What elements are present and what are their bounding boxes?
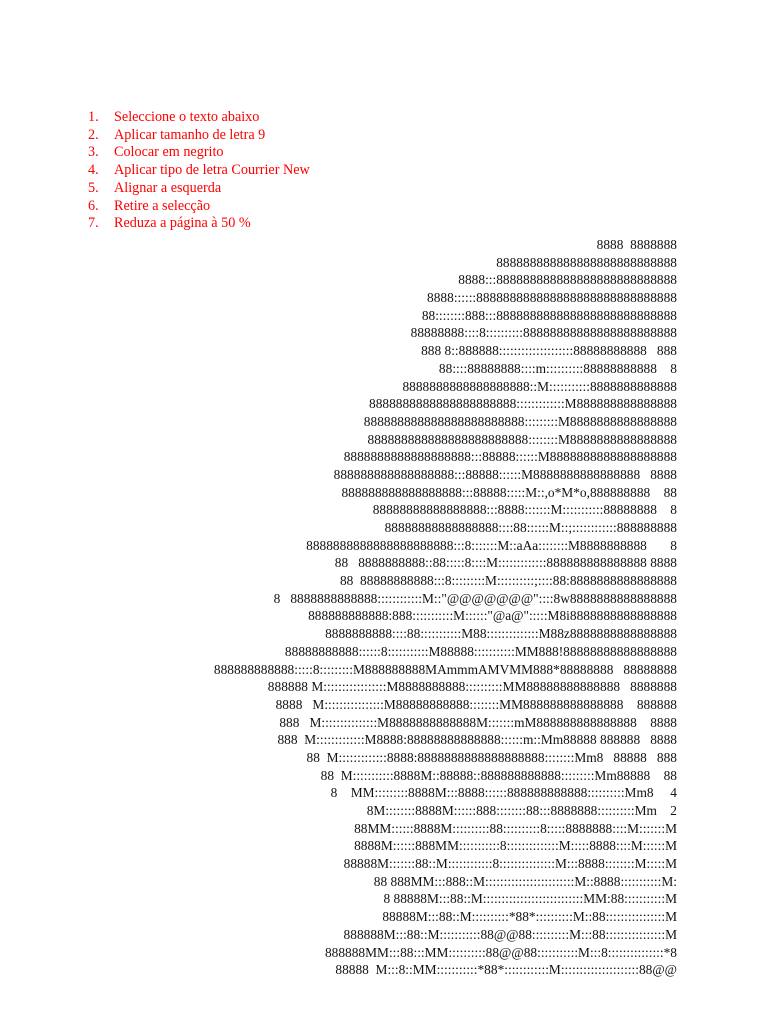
ascii-art-line: 888888M:::88::M:::::::::::88@@88::::::::::M:::88::::::::::::::::M: [343, 926, 677, 942]
ascii-art-line: 8M::::::::8888M::::::888::::::::88:::8888888::::::::::Mm 2: [366, 803, 677, 818]
ascii-art-line: 888888888888888888:::88888:::::M::,o*M*o,888888888 88: [341, 484, 677, 500]
ascii-art-line: 888888MM:::88:::MM::::::::::88@@88:::::::::::M:::8:::::::::::::::*8: [324, 944, 677, 960]
ascii-art-line: 88 M:::::::::::8888M::88888::888888888888:::::::::Mm88888 88: [320, 767, 677, 783]
instruction-number: 6.: [88, 197, 99, 214]
ascii-art-block[interactable]: [214, 236, 677, 979]
ascii-art-line: 88 88888888888:::8:::::::::M::::::::::;::::88:8888888888888888: [339, 573, 677, 589]
ascii-art-line: 888888888888:888:::::::::::M::::::"@a@":::::M8i8888888888888888: [308, 608, 677, 624]
instruction-number: 4.: [88, 162, 99, 179]
instruction-item: [88, 198, 310, 216]
ascii-art-line: 88 M:::::::::::::8888:8888888888888888888::::::::Mm8 88888 888: [306, 749, 677, 765]
instruction-number: 1.: [88, 109, 99, 125]
instruction-number: 5.: [88, 179, 99, 196]
instruction-text: Retire a selecção: [114, 197, 211, 214]
instruction-item: [88, 215, 310, 233]
ascii-art-line: 888888888888888888:::88888::::::M8888888888888888 8888: [333, 466, 677, 482]
ascii-art-line: 8888888888888888888888:::8:::::::M::aAa::::::::M8888888888 8: [306, 537, 677, 553]
ascii-art-line: 88::::::::888:::888888888888888888888888888: [421, 307, 677, 323]
ascii-art-line: 8888888888888888888::M:::::::::::8888888888888: [402, 378, 677, 394]
ascii-art-line: 88::::88888888::::m::::::::::88888888888 8: [438, 360, 677, 376]
instruction-text: Seleccione o texto abaixo: [114, 109, 260, 125]
instruction-item: [88, 162, 310, 180]
ascii-art-line: 88888M:::::::88::M::::::::::::8:::::::::::::::M:::8888::::::::M:::::M: [343, 856, 677, 872]
instruction-text: Aplicar tipo de letra Courrier New: [114, 162, 310, 179]
instruction-number: 3.: [88, 144, 99, 161]
ascii-art-line: 8888888888::::88:::::::::::M88::::::::::::::M88z8888888888888888: [325, 626, 677, 642]
ascii-art-line: 888888 M:::::::::::::::::M8888888888::::::::::MM88888888888888 8888888: [267, 679, 677, 695]
instruction-text: Aplicar tamanho de letra 9: [114, 126, 266, 143]
ascii-art-line: 8888 M::::::::::::::::M88888888888::::::::MM888888888888888 888888: [275, 696, 677, 712]
instruction-number: 7.: [88, 215, 99, 232]
instruction-list: [88, 109, 310, 233]
instruction-text: Reduza a página à 50 %: [114, 215, 251, 232]
ascii-art-line: 88 8888888888::88:::::8::::M:::::::::::::888888888888888 8888: [334, 555, 677, 571]
ascii-art-line: 8888888888888888888888:::::::::::::M888888888888888: [369, 396, 677, 412]
ascii-art-line: 88 888MM:::888::M::::::::::::::::::::::::M::8888:::::::::::M:: [373, 873, 677, 889]
ascii-art-line: 88888 M:::8::MM:::::::::::*88*::::::::::::M:::::::::::::::::::::88@@: [335, 962, 677, 978]
instruction-item: [88, 109, 310, 127]
ascii-art-line: 888888888888888888888888::::::::M8888888888888888: [367, 431, 677, 447]
ascii-art-line: 88888888888::::::8:::::::::::M88888:::::::::::MM888!88888888888888888: [284, 643, 677, 659]
ascii-art-line: 88888M:::88::M::::::::::*88*::::::::::M::88::::::::::::::::M: [382, 909, 677, 925]
instruction-item: [88, 144, 310, 162]
ascii-art-line: 888 M:::::::::::::M8888:88888888888888::::::m::Mm88888 888888 8888: [277, 732, 677, 748]
instruction-text: Colocar em negrito: [114, 144, 224, 161]
instruction-text: Alignar a esquerda: [114, 179, 222, 196]
ascii-art-line: 888 8::888888::::::::::::::::::::88888888888 888: [421, 343, 677, 359]
ascii-art-line: 88888888888888888::::88::::::M::;::::::::::::888888888: [384, 520, 677, 535]
ascii-art-line: 8888:::888888888888888888888888888: [458, 272, 677, 288]
instruction-number: 2.: [88, 126, 99, 143]
ascii-art-line: 888888888888888888888888888: [496, 254, 677, 270]
ascii-art-line: 8888 8888888: [596, 237, 677, 252]
ascii-art-line: 88888888888888888:::8888:::::::M:::::::::::88888888 8: [372, 502, 677, 518]
ascii-art-line: 88888888::::8::::::::::88888888888888888888888: [410, 325, 677, 341]
ascii-art-line: 8888888888888888888:::88888::::::M8888888888888888888: [343, 449, 677, 465]
ascii-art-line: 888888888888:::::8:::::::::M888888888MAmmmAMVMM888*88888888 88888888: [213, 661, 677, 677]
ascii-art-line: 888 M:::::::::::::::M8888888888888M:::::::mM888888888888888 8888: [279, 714, 677, 730]
ascii-art-line: 8 88888M:::88::M:::::::::::::::::::::::::::MM:88:::::::::::M: [383, 891, 677, 907]
ascii-art-line: 88MM::::::8888M::::::::::88::::::::::8:::::8888888::::M:::::::M: [354, 820, 677, 836]
instruction-item: [88, 180, 310, 198]
ascii-art-line: 888888888888888888888888:::::::::M8888888888888888: [363, 413, 677, 429]
ascii-art-line: 8888::::::888888888888888888888888888888: [427, 290, 677, 306]
ascii-art-line: 8888M::::::888MM:::::::::::8::::::::::::::M:::::8888::::M::::::M: [354, 838, 677, 854]
ascii-art-line: 8 MM:::::::::8888M:::8888::::::888888888888::::::::::Mm8 4: [330, 785, 677, 801]
ascii-art-line: 8 8888888888888::::::::::::M::"@@@@@@@"::::8w8888888888888888: [273, 590, 677, 606]
instruction-item: [88, 127, 310, 145]
